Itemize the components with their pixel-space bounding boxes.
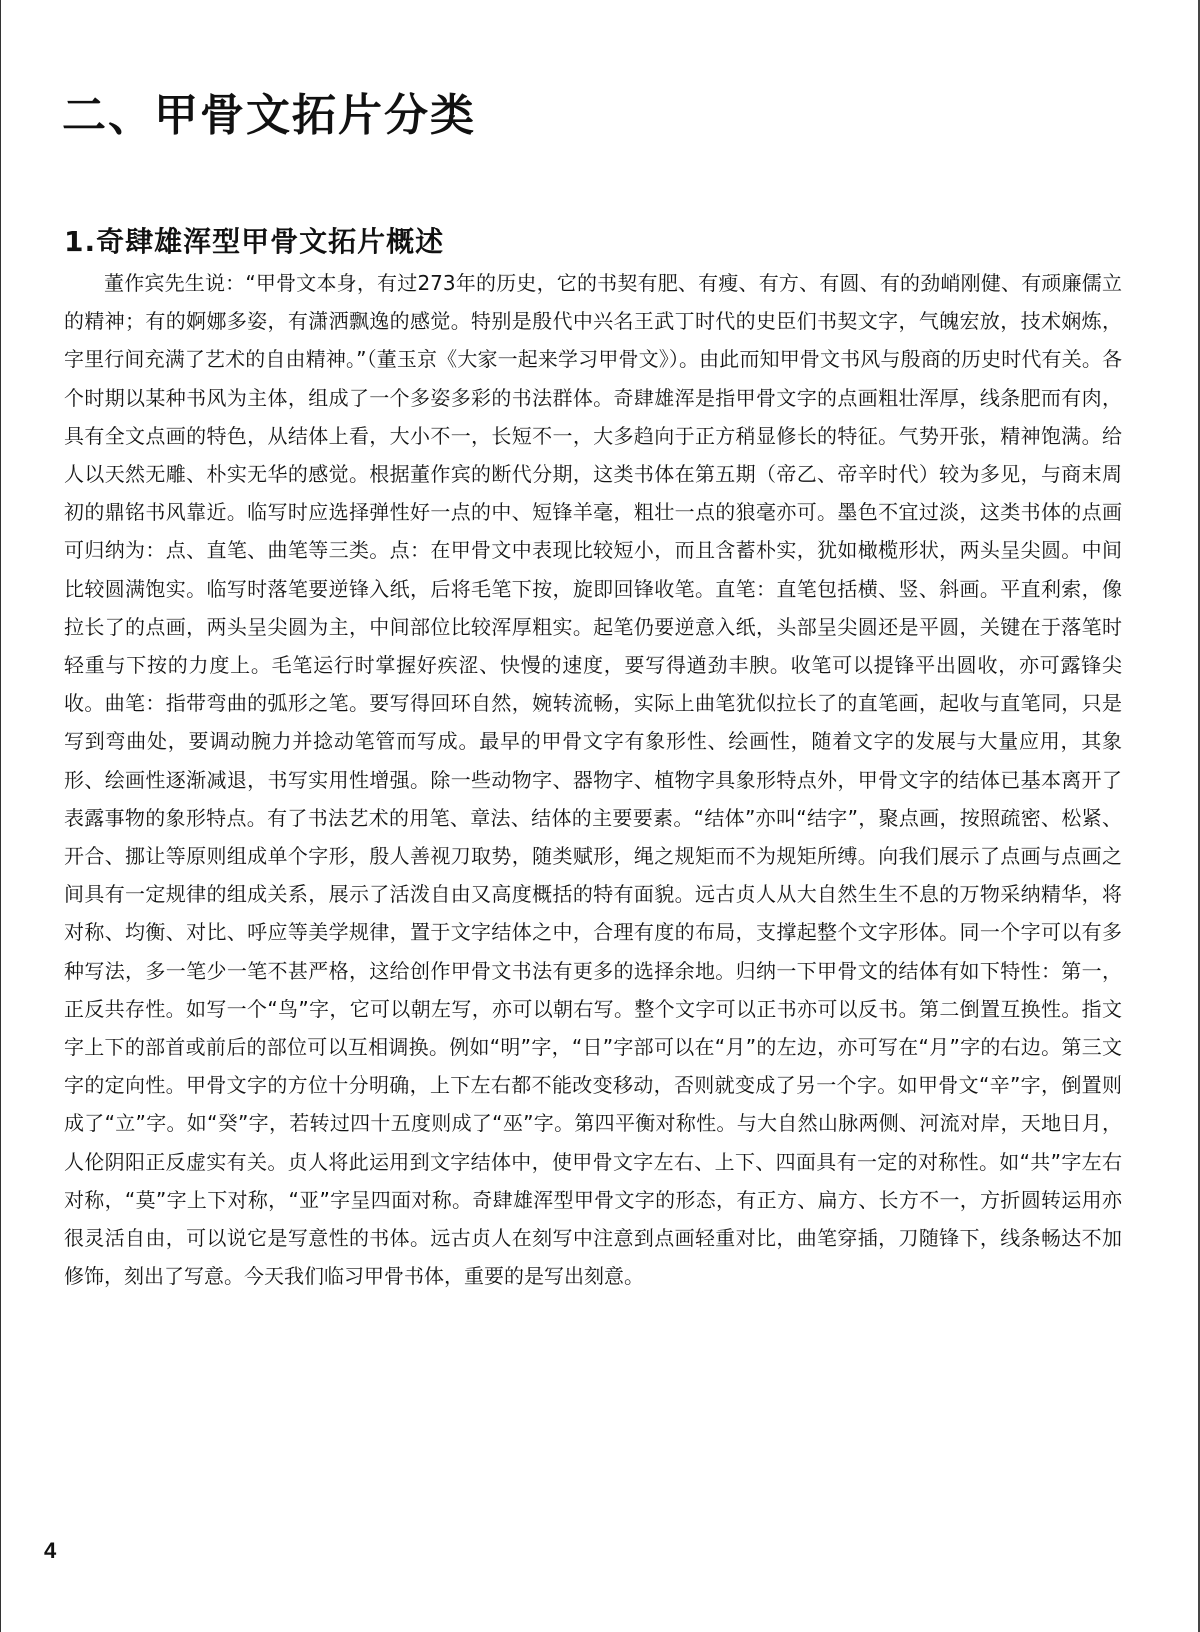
page-number: 4: [44, 1538, 57, 1563]
scan-left-edge: [0, 0, 1, 1632]
body-paragraph: 董作宾先生说：“甲骨文本身，有过273年的历史，它的书契有肥、有瘦、有方、有圆、有的劲峭刚健、有顽廉儒立的精神；有的婀娜多姿，有潇洒飘逸的感觉。特别是殷代中兴名王武丁时代的史臣们书契文字，气魄宏放，技术娴炼，字里行间充满了艺术的自由精神。”（董玉京《大家一起来学习甲骨文》）。由此而知甲骨文书风与殷商的历史时代有关。各个时期以某种书风为主体，组成了一个多姿多彩的书法群体。奇肆雄浑是指甲骨文字的点画粗壮浑厚，线条肥而有肉，具有全文点画的特色，从结体上看，大小不一，长短不一，大多趋向于正方稍显修长的特征。气势开张，精神饱满。给人以天然无雕、朴实无华的感觉。根据董作宾的断代分期，这类书体在第五期（帝乙、帝辛时代）较为多见，与商末周初的鼎铭书风靠近。临写时应选择弹性好一点的中、短锋羊毫，粗壮一点的狼毫亦可。墨色不宜过淡，这类书体的点画可归纳为：点、直笔、曲笔等三类。点：在甲骨文中表现比较短小，而且含蓄朴实，犹如橄榄形状，两头呈尖圆。中间比较圆满饱实。临写时落笔要逆锋入纸，后将毛笔下按，旋即回锋收笔。直笔：直笔包括横、竖、斜画。平直利索，像拉长了的点画，两头呈尖圆为主，中间部位比较浑厚粗实。起笔仍要逆意入纸，头部呈尖圆还是平圆，关键在于落笔时轻重与下按的力度上。毛笔运行时掌握好疾涩、快慢的速度，要写得遒劲丰腴。收笔可以提锋平出圆收，亦可露锋尖收。曲笔：指带弯曲的弧形之笔。要写得回环自然，婉转流畅，实际上曲笔犹似拉长了的直笔画，起收与直笔同，只是写到弯曲处，要调动腕力并捻动笔管而写成。最早的甲骨文字有象形性、绘画性，随着文字的发展与大量应用，其象形、绘画性逐渐减退，书写实用性增强。除一些动物字、器物字、植物字具象形特点外，甲骨文字的结体已基本离开了表露事物的象形特点。有了书法艺术的用笔、章法、结体的主要要素。“结体”亦叫“结字”，聚点画，按照疏密、松紧、开合、挪让等原则组成单个字形，殷人善视刀取势，随类赋形，绳之规矩而不为规矩所缚。向我们展示了点画与点画之间具有一定规律的组成关系，展示了活泼自由又高度概括的特有面貌。远古贞人从大自然生生不息的万物采纳精华，将对称、均衡、对比、呼应等美学规律，置于文字结体之中，合理有度的布局，支撑起整个文字形体。同一个字可以有多种写法，多一笔少一笔不甚严格，这给创作甲骨文书法有更多的选择余地。归纳一下甲骨文的结体有如下特性：第一，正反共存性。如写一个“鸟”字，它可以朝左写，亦可以朝右写。整个文字可以正书亦可以反书。第二倒置互换性。指文字上下的部首或前后的部位可以互相调换。例如“明”字，“日”字部可以在“月”的左边，亦可写在“月”字的右边。第三文字的定向性。甲骨文字的方位十分明确，上下左右都不能改变移动，否则就变成了另一个字。如甲骨文“辛”字，倒置则成了“立”字。如“癸”字，若转过四十五度则成了“巫”字。第四平衡对称性。与大自然山脉两侧、河流对岸，天地日月，人伦阴阳正反虚实有关。贞人将此运用到文字结体中，使甲骨文字左右、上下、四面具有一定的对称性。如“共”字左右对称，“莫”字上下对称，“亚”字呈四面对称。奇肆雄浑型甲骨文字的形态，有正方、扁方、长方不一，方折圆转运用亦很灵活自由，可以说它是写意性的书体。远古贞人在刻写中注意到点画轻重对比，曲笔穿插，刀随锋下，线条畅达不加修饰，刻出了写意。今天我们临习甲骨书体，重要的是写出刻意。: [64, 271, 1122, 1289]
page-title: 二、甲骨文拓片分类: [62, 90, 476, 141]
section-heading: 1.奇肆雄浑型甲骨文拓片概述: [64, 225, 445, 258]
